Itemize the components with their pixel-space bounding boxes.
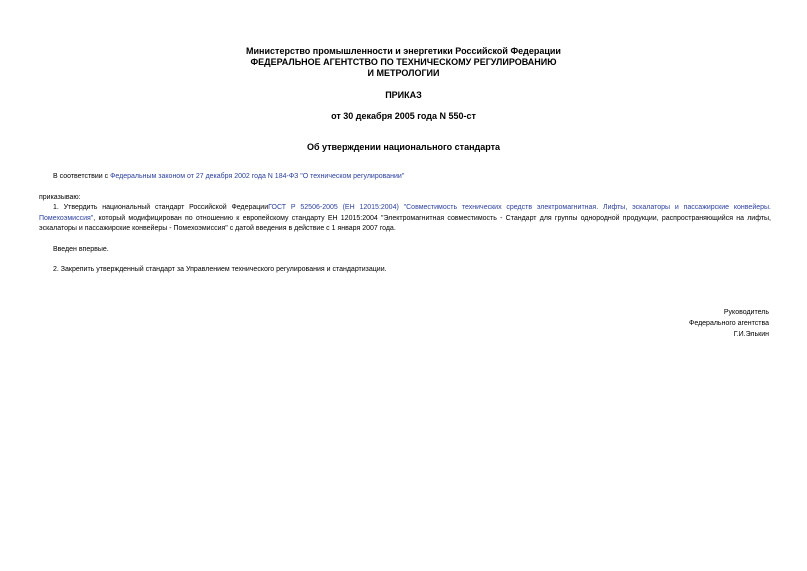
document-date: от 30 декабря 2005 года N 550-ст	[331, 111, 476, 121]
item1-suffix: , который модифицирован по отношению к европейскому стандарту ЕН 12015:2004 "Электромагнитная совместимость - Стандарт для группы однородной продукции, распространяющийся на лифты, эскалаторы и пассажирские конвейеры - Помехоэмиссия" с датой введения в действие с 1 января 2007 года.	[39, 214, 771, 232]
issuer-block	[0, 46, 807, 79]
item1-prefix: 1. Утвердить национальный стандарт Российской Федерации	[53, 204, 269, 211]
ministry-name: Министерство промышленности и энергетики Российской Федерации	[246, 46, 561, 56]
legal-basis-prefix: В соответствии с	[53, 173, 111, 180]
signatory-org: Федерального агентства	[689, 320, 769, 327]
signatory-name: Г.И.Элькин	[733, 331, 769, 338]
item2-paragraph: 2. Закрепить утвержденный стандарт за Управлением технического регулирования и стандартизации.	[53, 266, 387, 273]
federal-law-link[interactable]: Федеральным законом от 27 декабря 2002 года N 184-ФЗ "О техническом регулировании"	[110, 173, 405, 180]
legal-basis-paragraph	[53, 172, 404, 182]
order-word: приказываю:	[39, 194, 81, 201]
signatory-role: Руководитель	[723, 309, 769, 316]
agency-name-line2: И МЕТРОЛОГИИ	[367, 68, 440, 78]
document-title: Об утверждении национального стандарта	[306, 142, 501, 152]
introduced-note: Введен впервые.	[53, 246, 109, 253]
item1-paragraph	[39, 203, 771, 235]
agency-name-line1: ФЕДЕРАЛЬНОЕ АГЕНТСТВО ПО ТЕХНИЧЕСКОМУ РЕГУЛИРОВАНИЮ	[250, 57, 557, 67]
document-type: ПРИКАЗ	[385, 90, 422, 100]
signature-block	[689, 307, 769, 340]
gost-standard-link[interactable]: ГОСТ Р 52506-2005 (ЕН 12015:2004) "Совместимость технических средств электромагнитная. Лифты, эскалаторы и пассажирские конвейеры. Помехоэмиссия"	[39, 204, 771, 222]
